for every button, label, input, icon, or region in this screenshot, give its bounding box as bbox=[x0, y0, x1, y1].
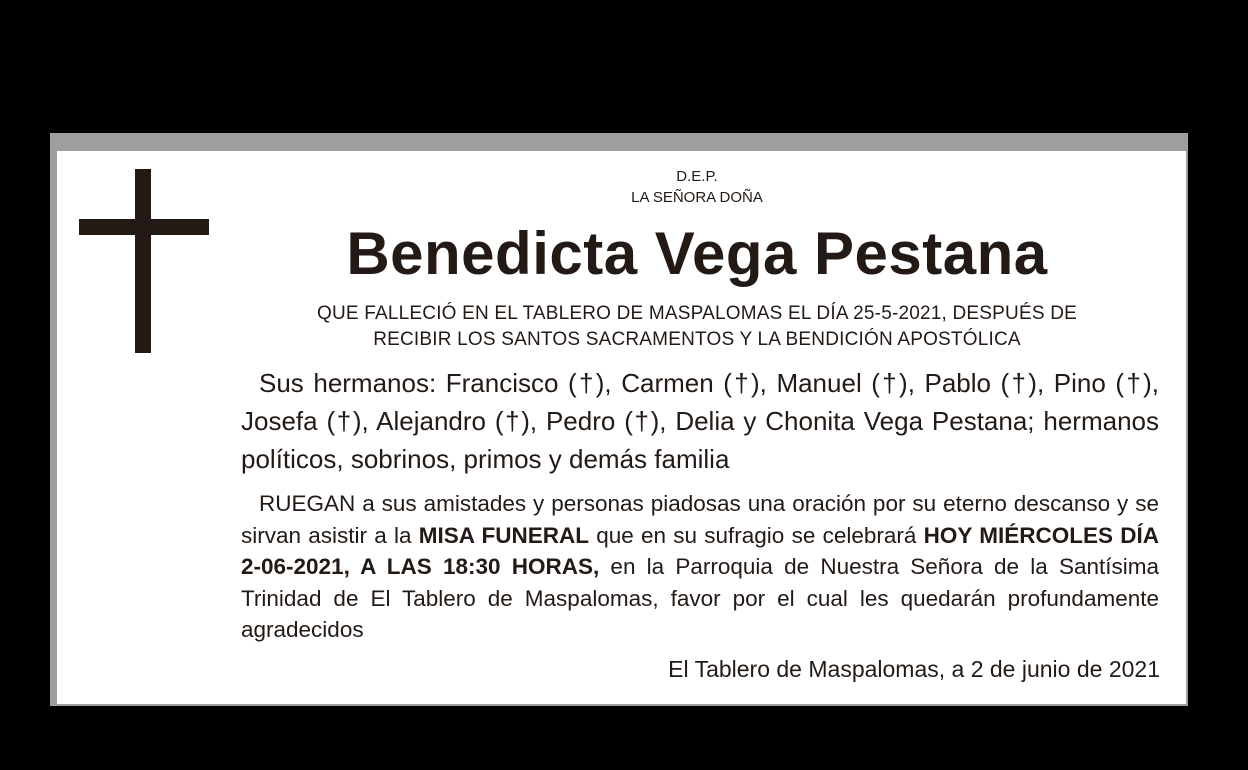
death-notice bbox=[237, 301, 1157, 353]
obituary-card bbox=[50, 133, 1188, 706]
family-paragraph: Sus hermanos: Francisco (†), Carmen (†), Manuel (†), Pablo (†), Pino (†), Josefa (†), Alejandro (†), Pedro (†), Delia y Chonita Vega Pestana; hermanos políticos, sobrinos, primos y demás familia bbox=[241, 368, 1159, 474]
deceased-name: Benedicta Vega Pestana bbox=[346, 220, 1048, 287]
request-text-2: que en su sufragio se celebrará bbox=[588, 522, 924, 548]
mass-datetime: HOY MIÉRCOLES DÍA 2-06-2021, A LAS 18:30 HORAS, bbox=[241, 522, 1159, 579]
request-paragraph bbox=[241, 488, 1159, 646]
request-text-1: RUEGAN a sus amistades y personas piadosas una oración por su eterno descanso y se sirvan asistir a la bbox=[241, 491, 1159, 548]
mass-label: MISA FUNERAL bbox=[418, 522, 589, 548]
cross-icon bbox=[79, 169, 209, 353]
request-text-3: en la Parroquia de Nuestra Señora de la Santísima Trinidad de El Tablero de Maspalomas, favor por el cual les quedarán profundamente agradecidos bbox=[241, 554, 1159, 642]
death-notice-line-2: RECIBIR LOS SANTOS SACRAMENTOS Y LA BENDICIÓN APOSTÓLICA bbox=[373, 329, 1021, 350]
honorific-heading: LA SEÑORA DOÑA bbox=[631, 189, 763, 206]
dep-heading: D.E.P. bbox=[676, 168, 718, 185]
death-notice-line-1: QUE FALLECIÓ EN EL TABLERO DE MASPALOMAS EL DÍA 25-5-2021, DESPUÉS DE bbox=[316, 303, 1077, 324]
place-and-date: El Tablero de Maspalomas, a 2 de junio de 2021 bbox=[668, 656, 1160, 682]
cross-icon-horizontal-bar bbox=[79, 219, 209, 235]
obituary-paper bbox=[57, 151, 1186, 704]
cross-icon-vertical-bar bbox=[135, 169, 151, 353]
